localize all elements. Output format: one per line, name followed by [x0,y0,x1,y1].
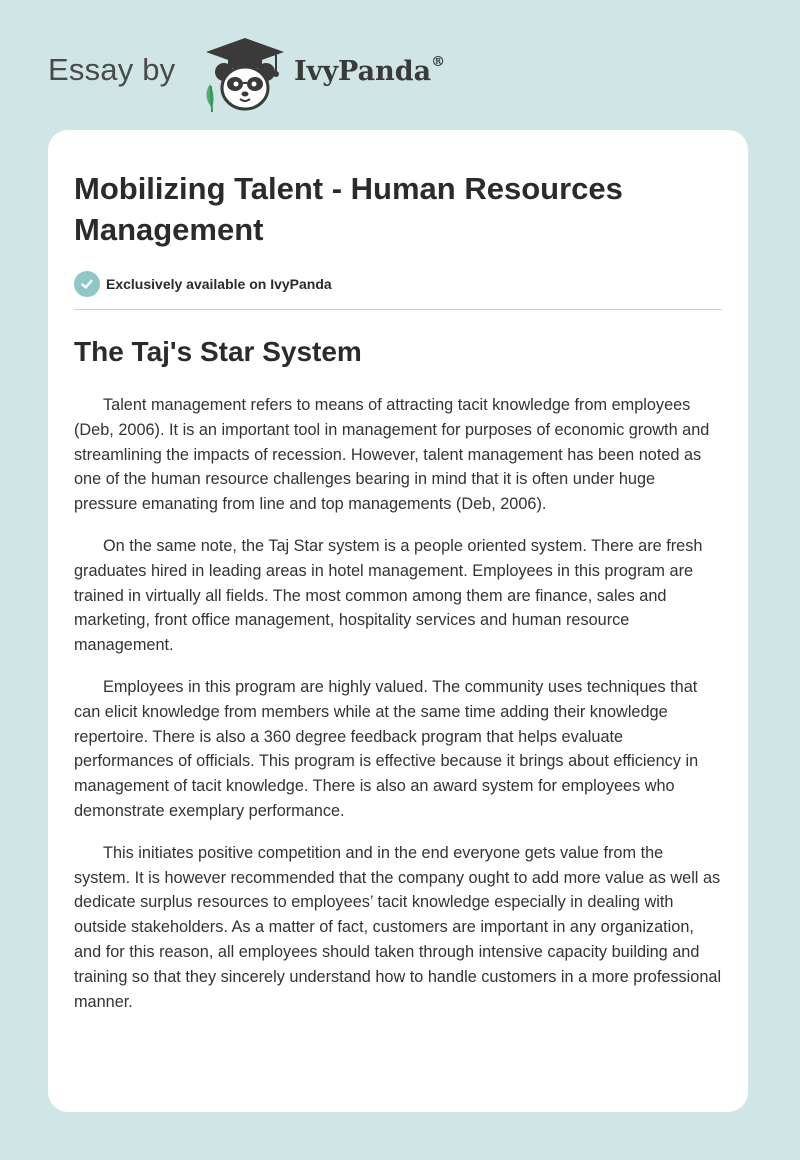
essay-card [48,130,748,1112]
brand-name-text: IvyPanda [294,56,432,87]
paragraph-2: On the same note, the Taj Star system is a people oriented system. There are fresh graduates hired in leading areas in hotel management. Employees in this program are trained in virtually all fields. The most common among them are finance, sales and marketing, front office management, hospitality services and human resource management. [74,536,703,655]
essay-by-label: Essay by [48,52,176,87]
site-header [48,30,548,110]
check-circle-icon [74,271,100,297]
divider [74,309,722,310]
paragraph-3: Employees in this program are highly valued. The community uses techniques that can elicit knowledge from members while at the same time adding their knowledge repertoire. There is also a 360 degree feedback program that helps evaluate performances of officials. This program is effective because it brings about efficiency in management of tacit knowledge. There is also an award system for employees who demonstrate exemplary performance. [74,677,699,820]
exclusive-label: Exclusively available on IvyPanda [106,276,332,292]
essay-title: Mobilizing Talent - Human Resources Management [74,171,623,247]
section-heading: The Taj's Star System [74,336,362,367]
registered-mark: ® [431,54,446,70]
paragraph-1: Talent management refers to means of attracting tacit knowledge from employees (Deb, 2006). It is an important tool in management for purposes of economic growth and streamlining the impacts of recession. However, talent management has been noted as one of the human resource challenges bearing in mind that it is often under huge pressure emanating from line and top managements (Deb, 2006). [74,396,710,514]
panda-logo-icon[interactable] [200,34,290,114]
paragraph-4: This initiates positive competition and in the end everyone gets value from the system. It is however recommended that the company ought to add more value as well as dedicate surplus resources to employees’ tacit knowledge especially in dealing with outside stakeholders. As a matter of fact, customers are important in any organization, and for this reason, all employees should taken through intensive capacity building and training so that they sincerely understand how to handle customers in a more professional manner. [74,843,722,1011]
brand-name[interactable] [294,56,445,87]
exclusive-badge [74,270,722,298]
